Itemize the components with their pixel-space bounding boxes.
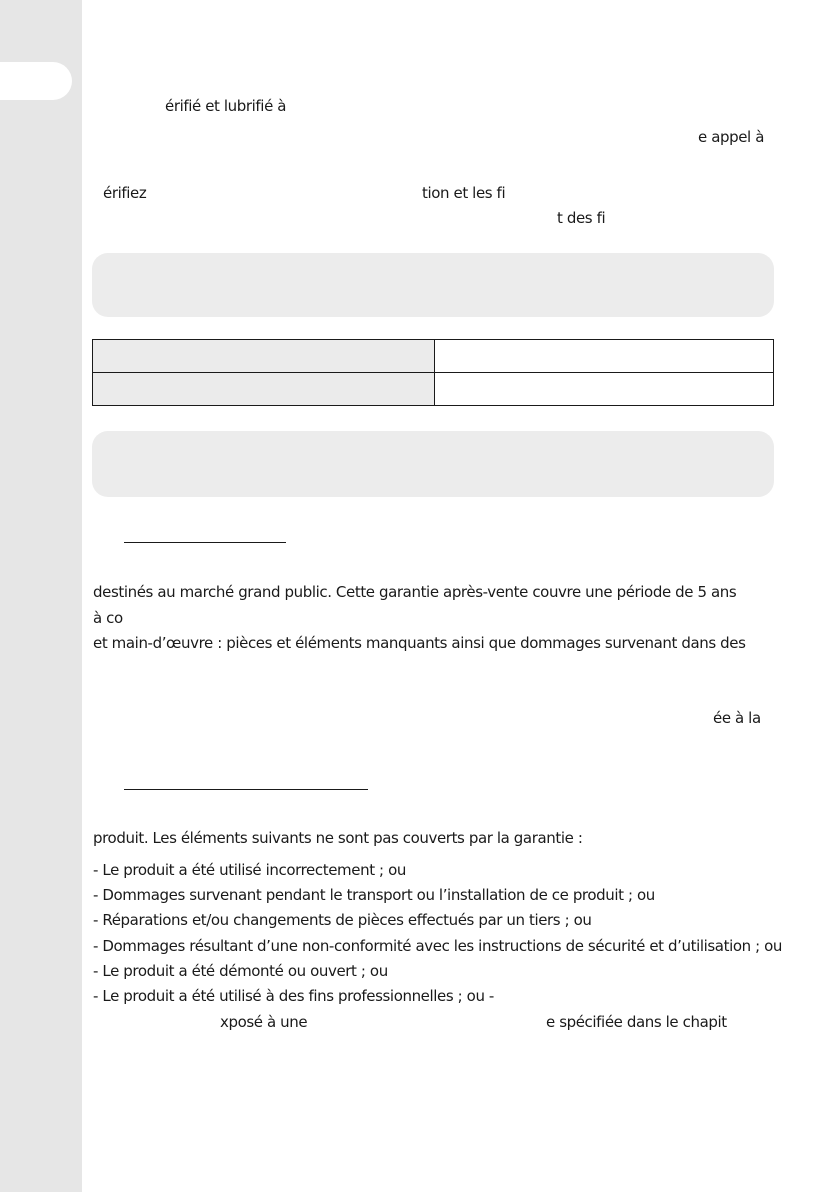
table-row (93, 340, 774, 373)
spec-table (92, 339, 774, 406)
exclusions-intro: produit. Les éléments suivants ne sont pas couverts par la garantie : (93, 829, 583, 847)
text-fragment: érifiez (103, 184, 147, 202)
warranty-text-line: à co (93, 609, 123, 627)
side-margin-strip (0, 0, 82, 1192)
text-fragment: érifié et lubrifié à (165, 97, 287, 115)
side-tab (0, 62, 72, 100)
grey-info-box (92, 431, 774, 497)
exclusion-item: - Réparations et/ou changements de pièces effectués par un tiers ; ou (93, 911, 592, 929)
table-cell (435, 340, 774, 373)
grey-info-box (92, 253, 774, 317)
text-fragment: e appel à (698, 128, 764, 146)
text-fragment: ée à la (713, 709, 761, 727)
table-cell (435, 373, 774, 406)
warranty-text-line: destinés au marché grand public. Cette garantie après-vente couvre une période de 5 ans (93, 583, 737, 601)
table-row (93, 373, 774, 406)
exclusion-item: - Le produit a été utilisé incorrectement ; ou (93, 861, 406, 879)
exclusion-item: - Dommages survenant pendant le transport ou l’installation de ce produit ; ou (93, 886, 655, 904)
text-fragment: t des fi (557, 209, 606, 227)
table-cell (93, 340, 435, 373)
exclusion-item: - Dommages résultant d’une non-conformité avec les instructions de sécurité et d’utilisation ; ou (93, 937, 782, 955)
exclusion-item: - Le produit a été utilisé à des fins professionnelles ; ou - (93, 987, 494, 1005)
text-fragment: e spécifiée dans le chapit (546, 1013, 727, 1031)
exclusion-item: - Le produit a été démonté ou ouvert ; ou (93, 962, 388, 980)
table-cell (93, 373, 435, 406)
section-heading-underline (124, 542, 286, 543)
text-fragment: tion et les fi (422, 184, 506, 202)
section-heading-underline (124, 789, 368, 790)
text-fragment: xposé à une (220, 1013, 308, 1031)
warranty-text-line: et main-d’œuvre : pièces et éléments manquants ainsi que dommages survenant dans des (93, 634, 746, 652)
